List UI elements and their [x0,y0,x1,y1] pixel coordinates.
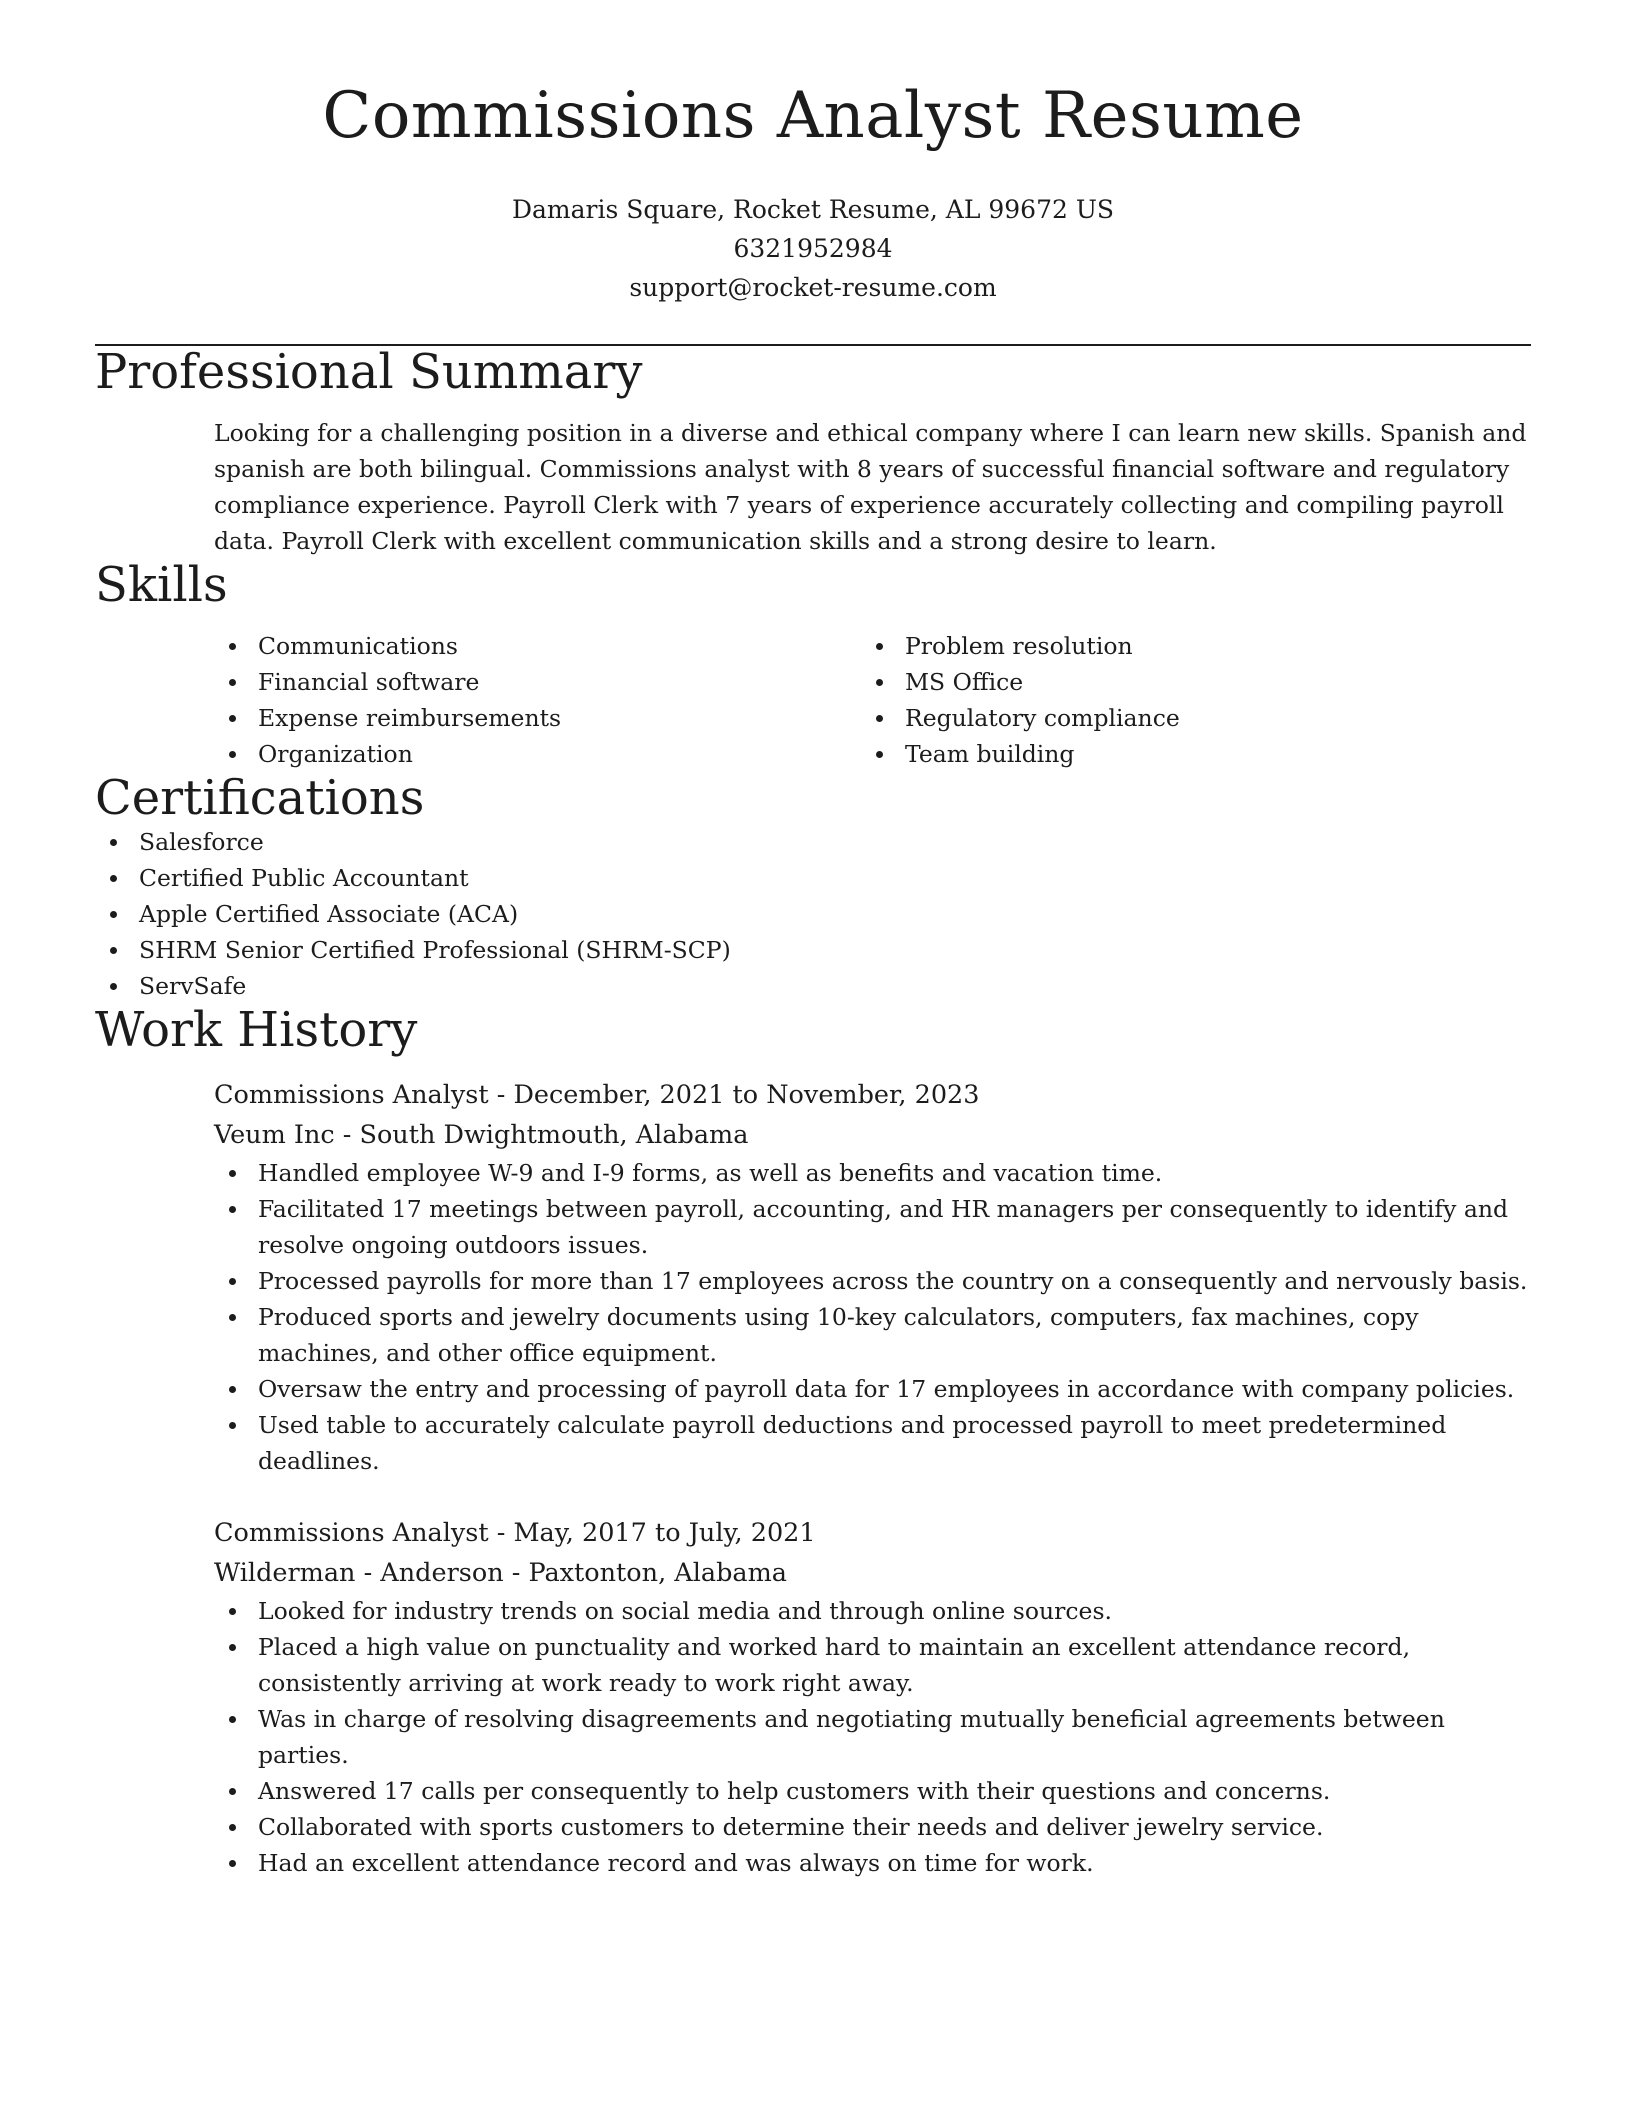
job-bullet: Answered 17 calls per consequently to help customers with their questions and concerns. [258,1773,1531,1809]
skills-section [95,556,1531,772]
certifications-list [95,824,1531,1004]
work-history-heading: Work History [95,1002,418,1059]
job-title-line: Commissions Analyst - May, 2017 to July, 2021 [214,1518,816,1549]
certification-item: Salesforce [139,824,1531,860]
resume-header [95,0,1531,307]
skill-item: MS Office [905,664,1508,700]
contact-phone: 6321952984 [733,234,893,263]
skill-item: Regulatory compliance [905,700,1508,736]
job-bullet: Facilitated 17 meetings between payroll, accounting, and HR managers per consequently to identify and resolve ongoing outdoors issues. [258,1191,1531,1263]
skill-item: Problem resolution [905,628,1508,664]
job-company-line: Wilderman - Anderson - Paxtonton, Alabama [214,1558,787,1589]
certifications-section [95,769,1531,1005]
certifications-heading: Certifications [95,769,425,826]
skills-list-right [861,628,1508,772]
contact-address: Damaris Square, Rocket Resume, AL 99672 US [511,195,1115,224]
skills-heading: Skills [95,556,228,613]
job-bullet: Processed payrolls for more than 17 employees across the country on a consequently and nervously basis. [258,1263,1531,1299]
skill-item: Financial software [258,664,861,700]
job-title-line: Commissions Analyst - December, 2021 to November, 2023 [214,1080,980,1111]
job-bullet: Collaborated with sports customers to determine their needs and deliver jewelry service. [258,1809,1531,1845]
job-responsibilities [214,1155,1531,1479]
resume-title: Commissions Analyst Resume [322,79,1304,153]
job-bullet: Produced sports and jewelry documents using 10-key calculators, computers, fax machines, copy machines, and other office equipment. [258,1299,1531,1371]
skills-grid [214,628,1531,772]
summary-heading: Professional Summary [95,344,643,400]
certification-item: ServSafe [139,968,1531,1004]
job-bullet: Used table to accurately calculate payroll deductions and processed payroll to meet predetermined deadlines. [258,1407,1531,1479]
work-history-section [95,1004,1531,1881]
resume-page [95,0,1531,1881]
job-company-line: Veum Inc - South Dwightmouth, Alabama [214,1120,749,1151]
job-bullet: Oversaw the entry and processing of payroll data for 17 employees in accordance with company policies. [258,1371,1531,1407]
contact-email: support@rocket-resume.com [629,273,997,302]
job-bullet: Handled employee W-9 and I-9 forms, as well as benefits and vacation time. [258,1155,1531,1191]
skill-item: Team building [905,736,1508,772]
job-bullet: Placed a high value on punctuality and worked hard to maintain an excellent attendance record, consistently arriving at work ready to work right away. [258,1629,1531,1701]
skills-column-left [214,628,861,772]
skill-item: Communications [258,628,861,664]
skills-column-right [861,628,1508,772]
job-responsibilities [214,1593,1531,1881]
skill-item: Organization [258,736,861,772]
job-bullet: Had an excellent attendance record and was always on time for work. [258,1845,1531,1881]
skill-item: Expense reimbursements [258,700,861,736]
job-entry [214,1513,1531,1881]
certification-item: Certified Public Accountant [139,860,1531,896]
certification-item: SHRM Senior Certified Professional (SHRM-SCP) [139,932,1531,968]
certification-item: Apple Certified Associate (ACA) [139,896,1531,932]
job-entry [214,1075,1531,1479]
summary-section [95,346,1531,559]
summary-text: Looking for a challenging position in a diverse and ethical company where I can learn new skills. Spanish and spanish are both bilingual. Commissions analyst with 8 years of successful financial software and regulatory compliance experience. Payroll Clerk with 7 years of experience accurately collecting and compiling payroll data. Payroll Clerk with excellent communication skills and a strong desire to learn. [214,418,1527,555]
job-bullet: Looked for industry trends on social media and through online sources. [258,1593,1531,1629]
skills-list-left [214,628,861,772]
job-bullet: Was in charge of resolving disagreements and negotiating mutually beneficial agreements between parties. [258,1701,1531,1773]
contact-info [95,190,1531,307]
